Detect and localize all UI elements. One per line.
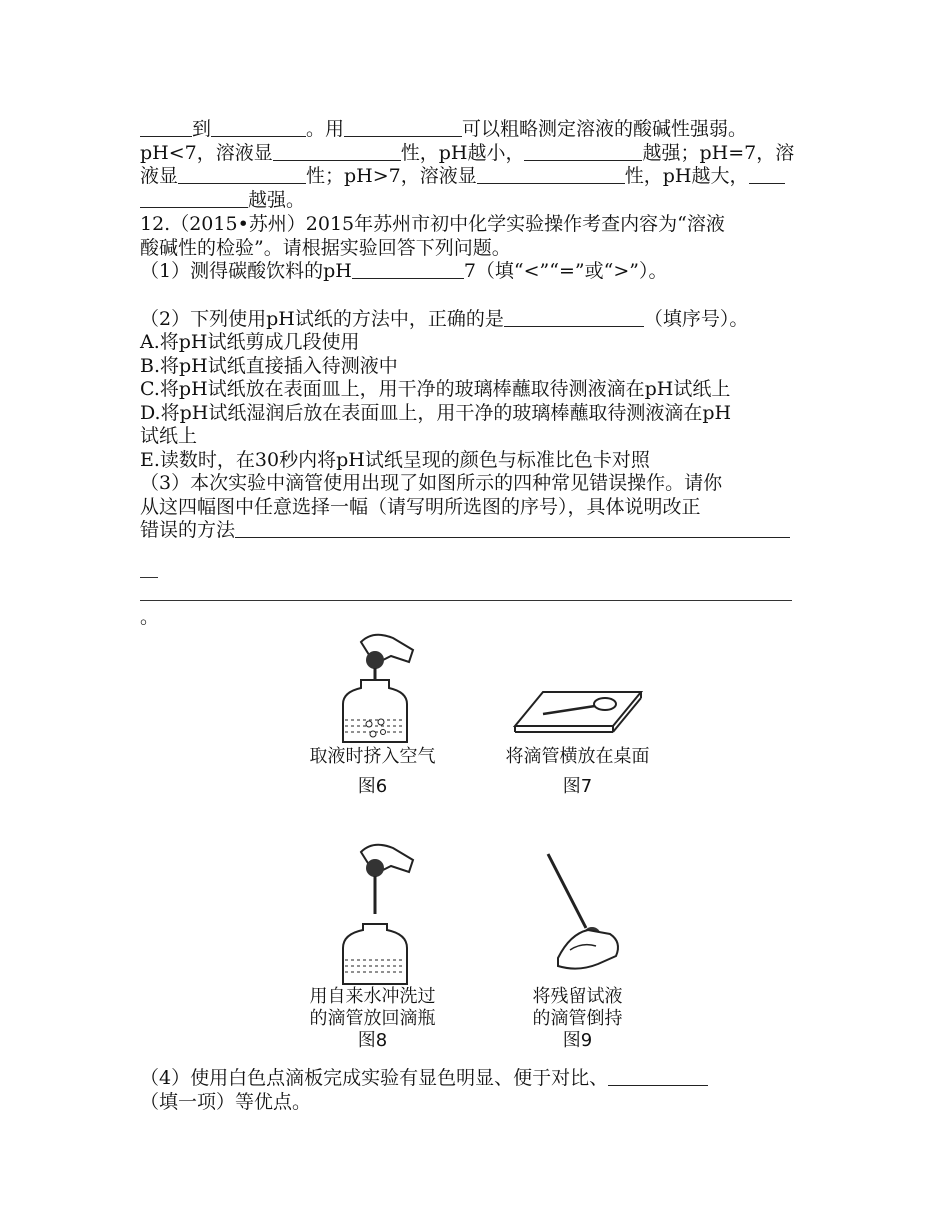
- answer-line[interactable]: [140, 600, 792, 601]
- option-e: E.读数时，在30秒内将pH试纸呈现的颜色与标准比色卡对照: [140, 448, 650, 471]
- figure-8: [270, 838, 475, 1052]
- part-3-cont: 从这四幅图中任意选择一幅（请写明所选图的序号），具体说明改正: [140, 495, 701, 518]
- option-d: D.将pH试纸湿润后放在表面皿上，用干净的玻璃棒蘸取待测液滴在pH: [140, 401, 732, 424]
- answer-blank[interactable]: [352, 260, 464, 279]
- question-stem: 12.（2015•苏州）2015年苏州市初中化学实验操作考查内容为“溶液: [140, 213, 725, 235]
- text-line: [140, 165, 820, 189]
- text-line: [140, 1066, 830, 1090]
- answer-blank[interactable]: [344, 118, 462, 137]
- figure-7: [475, 628, 680, 798]
- text-span: 性，pH越大，: [624, 165, 749, 187]
- answer-blank[interactable]: [211, 118, 306, 137]
- text-span: 性，pH越小，: [400, 141, 525, 164]
- dropper-returned-to-bottle-illustration: [313, 838, 433, 986]
- answer-blank[interactable]: [178, 165, 306, 184]
- text-line: [140, 189, 820, 213]
- figure-label: 图7: [562, 776, 593, 797]
- figure-label: 图9: [562, 1030, 593, 1051]
- answer-blank[interactable]: [524, 142, 642, 161]
- period-mark: 。: [140, 606, 160, 628]
- answer-blank[interactable]: [140, 118, 192, 137]
- text-span: 性；pH>7，溶液显: [306, 165, 477, 187]
- spacer: [140, 284, 820, 308]
- text-span: 越强。: [248, 188, 306, 211]
- text-span: （4）使用白色点滴板完成实验有显色明显、便于对比、: [140, 1067, 609, 1089]
- answer-blank[interactable]: [477, 165, 625, 184]
- text-span: （2）下列使用pH试纸的方法中，正确的是: [140, 307, 504, 330]
- fill-in-text-top: [140, 118, 820, 212]
- text-span: （填序号）。: [643, 307, 749, 330]
- part-2: [140, 308, 820, 332]
- answer-blank[interactable]: [504, 308, 644, 327]
- option-d-cont: 试纸上: [140, 425, 198, 447]
- dropper-bottle-illustration: [313, 628, 433, 746]
- figure-9: [475, 838, 680, 1052]
- figure-label: 图6: [357, 776, 388, 797]
- inverted-dropper-illustration: [518, 838, 638, 986]
- question-12: [140, 213, 820, 543]
- answer-blank[interactable]: [608, 1067, 708, 1086]
- text-span: pH<7，溶液显: [140, 141, 273, 164]
- answer-blank[interactable]: [235, 519, 790, 538]
- answer-line[interactable]: [140, 577, 158, 578]
- figure-caption: 取液时挤入空气: [309, 746, 436, 767]
- text-span: 液显: [140, 165, 179, 187]
- part-3-cont: [140, 519, 820, 543]
- figure-6: [270, 628, 475, 798]
- figure-label: 图8: [357, 1030, 388, 1051]
- text-span: （1）测得碳酸饮料的pH: [140, 260, 352, 282]
- answer-blank[interactable]: [273, 142, 401, 161]
- text-span: 7（填“<”“=”或“>”）。: [463, 260, 668, 282]
- text-span: 。用: [306, 118, 345, 140]
- answer-blank[interactable]: [140, 189, 248, 208]
- option-b: B.将pH试纸直接插入待测液中: [140, 354, 398, 377]
- part-3: （3）本次实验中滴管使用出现了如图所示的四种常见错误操作。请你: [140, 472, 723, 494]
- figure-caption: 的滴管放回滴瓶: [309, 1008, 436, 1029]
- answer-blank[interactable]: [749, 165, 785, 184]
- part-4: [140, 1066, 830, 1114]
- option-a: A.将pH试纸剪成几段使用: [140, 331, 360, 353]
- option-c: C.将pH试纸放在表面皿上，用干净的玻璃棒蘸取待测液滴在pH试纸上: [140, 378, 731, 400]
- question-stem: 酸碱性的检验”。请根据实验回答下列问题。: [140, 236, 511, 259]
- dropper-on-table-illustration: [503, 628, 653, 746]
- dropper-figures: [270, 628, 680, 1060]
- figure-caption: 将滴管横放在桌面: [505, 746, 650, 767]
- text-span: 越强；pH=7，溶: [642, 141, 795, 164]
- figure-caption: 的滴管倒持: [532, 1008, 623, 1029]
- text-line: [140, 142, 820, 166]
- text-line: [140, 118, 820, 142]
- part-1: [140, 260, 820, 284]
- text-line: （填一项）等优点。: [140, 1091, 312, 1113]
- text-span: 可以粗略测定溶液的酸碱性强弱。: [462, 118, 748, 140]
- figure-caption: 用自来水冲洗过: [309, 986, 436, 1007]
- text-span: 到: [192, 118, 212, 140]
- figure-caption: 将残留试液: [532, 986, 623, 1007]
- text-span: 错误的方法: [140, 519, 236, 541]
